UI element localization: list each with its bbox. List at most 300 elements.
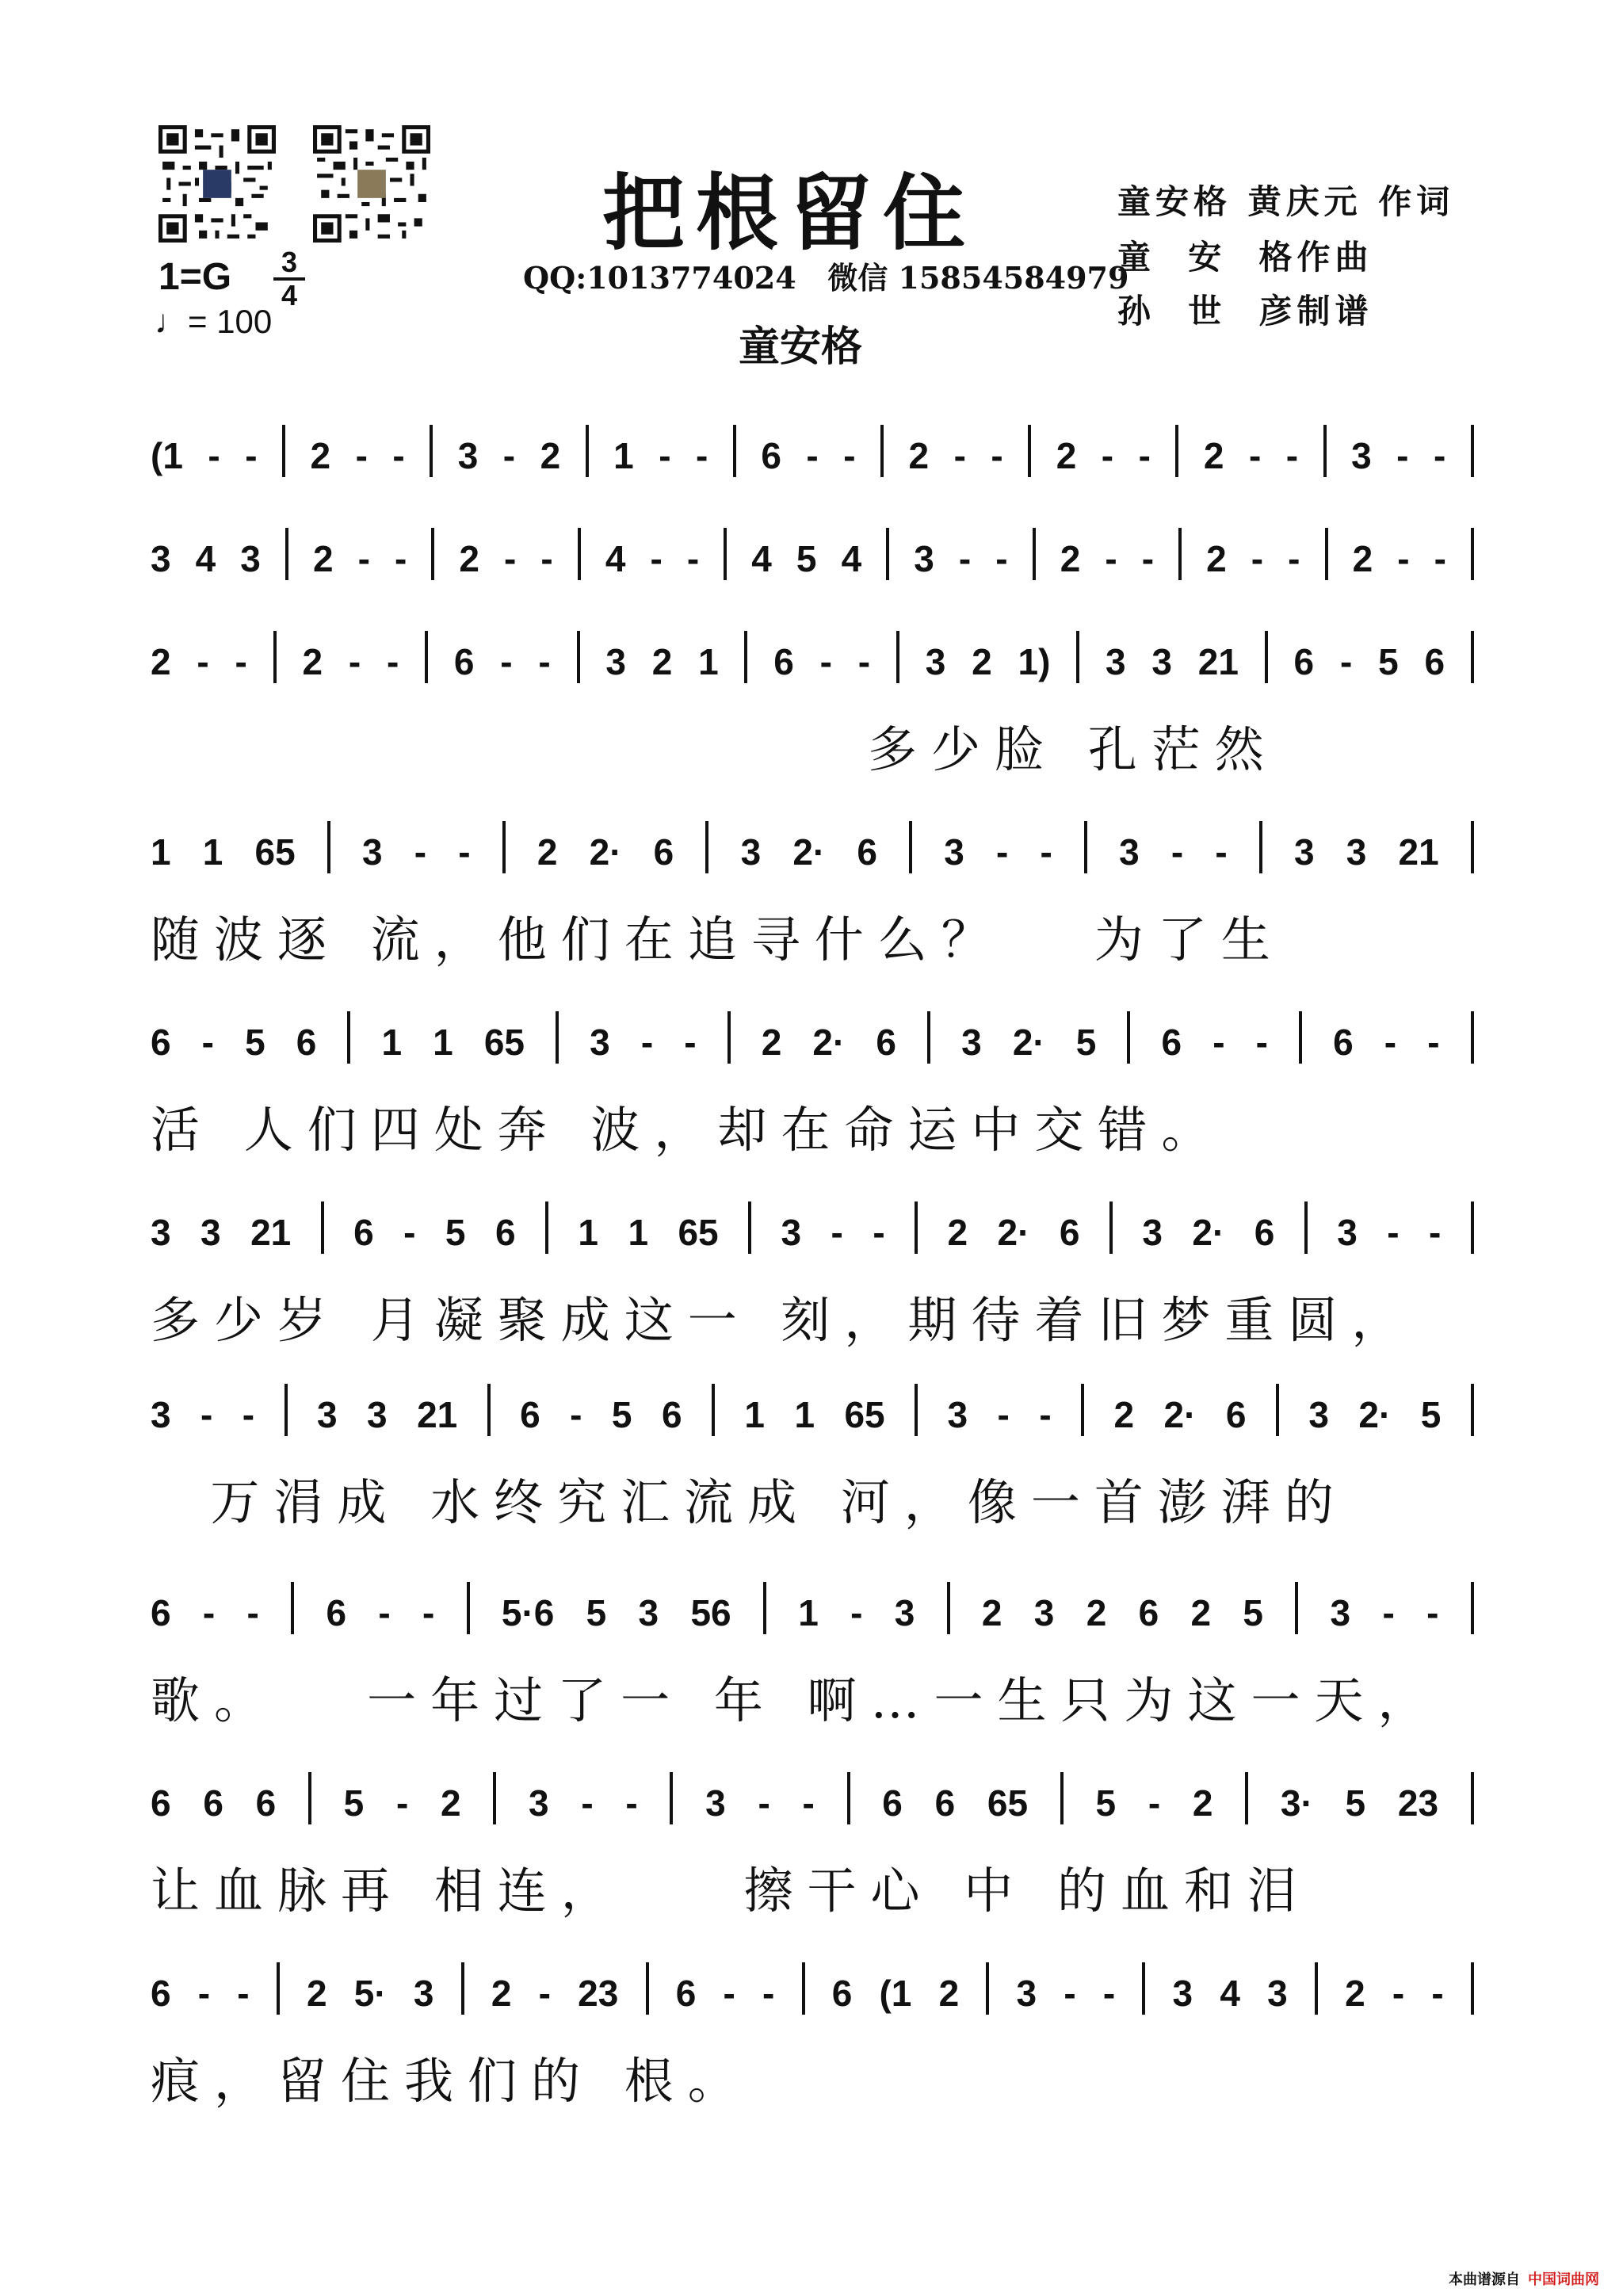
barline bbox=[430, 425, 433, 477]
notation-line bbox=[151, 816, 1474, 873]
barline bbox=[431, 528, 434, 580]
note: - bbox=[997, 1394, 1010, 1435]
barline bbox=[1127, 1011, 1130, 1064]
barline bbox=[1315, 1962, 1318, 2015]
note: 2 bbox=[441, 1782, 461, 1824]
note: 2 bbox=[459, 538, 479, 579]
note: 5· bbox=[353, 1973, 387, 2014]
note: - bbox=[758, 1782, 770, 1824]
lyric-line: 活 人们四处奔 波，却在命运中交错。 bbox=[151, 1101, 1225, 1159]
note: 1) bbox=[1018, 641, 1051, 682]
note: 2· bbox=[1358, 1394, 1392, 1435]
note: 2 bbox=[1206, 538, 1227, 579]
note: - bbox=[1285, 435, 1299, 476]
note: - bbox=[831, 1212, 843, 1253]
notation-line bbox=[151, 1007, 1474, 1064]
barline bbox=[1076, 631, 1079, 683]
note: - bbox=[723, 1973, 735, 2014]
note: - bbox=[201, 1022, 214, 1063]
note: 65 bbox=[483, 1022, 525, 1063]
note: 65 bbox=[844, 1394, 885, 1435]
barline bbox=[461, 1962, 464, 2015]
note: - bbox=[995, 538, 1008, 579]
note: 6 bbox=[773, 641, 794, 682]
note: 3 bbox=[947, 1394, 968, 1435]
note: 1 bbox=[613, 435, 634, 476]
note: - bbox=[843, 435, 856, 476]
note: 5 bbox=[245, 1022, 265, 1063]
barline bbox=[282, 425, 285, 477]
singer-name: 童安格 bbox=[739, 323, 863, 371]
note: 2 bbox=[307, 1973, 327, 2014]
note: 6 bbox=[675, 1973, 697, 2014]
footer-source-label: 本曲谱源自 bbox=[1449, 2271, 1520, 2288]
note: - bbox=[1040, 831, 1052, 873]
note: - bbox=[246, 1592, 259, 1633]
note: - bbox=[686, 538, 700, 579]
note: - bbox=[414, 831, 427, 873]
note: 1 bbox=[628, 1212, 649, 1253]
note: 2 bbox=[761, 1022, 782, 1063]
note: 2 bbox=[312, 538, 334, 579]
notation-line bbox=[151, 1767, 1474, 1824]
barline bbox=[1299, 1011, 1302, 1064]
barline bbox=[927, 1011, 930, 1064]
notation-line bbox=[151, 1577, 1474, 1634]
note: 3 bbox=[367, 1394, 388, 1435]
note: 2· bbox=[1163, 1394, 1197, 1435]
note: - bbox=[355, 435, 368, 476]
note: 3 bbox=[413, 1973, 434, 2014]
score-system bbox=[151, 1767, 1474, 1922]
note: - bbox=[1170, 831, 1184, 873]
note: - bbox=[850, 1592, 863, 1633]
note: 2 bbox=[938, 1973, 960, 2014]
barline bbox=[915, 1201, 918, 1254]
time-signature bbox=[273, 247, 305, 311]
note: 2· bbox=[792, 831, 826, 873]
note: - bbox=[235, 641, 247, 682]
note: 3 bbox=[781, 1212, 802, 1253]
note: 6 bbox=[1293, 641, 1315, 682]
note: 1 bbox=[794, 1394, 815, 1435]
note: 2· bbox=[589, 831, 622, 873]
barline bbox=[705, 821, 708, 873]
note: 6 bbox=[151, 1592, 171, 1633]
note: - bbox=[857, 641, 871, 682]
note: 5 bbox=[1075, 1022, 1097, 1063]
note: - bbox=[504, 538, 517, 579]
time-signature-top: 3 bbox=[281, 246, 298, 278]
note: 3 bbox=[1119, 831, 1140, 873]
note: - bbox=[958, 538, 972, 579]
barline bbox=[308, 1772, 311, 1824]
note: 2· bbox=[812, 1022, 846, 1063]
note: 6 bbox=[151, 1973, 171, 2014]
barline bbox=[1323, 425, 1327, 477]
note: 3 bbox=[1294, 831, 1315, 873]
note: - bbox=[540, 538, 553, 579]
note: 6 bbox=[353, 1212, 374, 1253]
note: (1 bbox=[879, 1973, 912, 2014]
note: 3 bbox=[1330, 1592, 1351, 1633]
note: - bbox=[1384, 1022, 1397, 1063]
note: 2 bbox=[651, 641, 673, 682]
note: 3 bbox=[914, 538, 934, 579]
note: 3 bbox=[1033, 1592, 1055, 1633]
note: 6 bbox=[1059, 1212, 1080, 1253]
note: - bbox=[650, 538, 663, 579]
barline bbox=[1033, 528, 1036, 580]
footer-site-link[interactable]: 中国词曲网 bbox=[1528, 2271, 1599, 2288]
note: - bbox=[640, 1022, 654, 1063]
barline bbox=[724, 528, 727, 580]
note: 2 bbox=[537, 831, 558, 873]
barline bbox=[1304, 1201, 1308, 1254]
barline bbox=[670, 1772, 673, 1824]
note: 2 bbox=[908, 435, 930, 476]
note: 5 bbox=[1345, 1782, 1366, 1824]
barline bbox=[847, 1772, 850, 1824]
note: 6 bbox=[326, 1592, 347, 1633]
note: - bbox=[458, 831, 471, 873]
note: 3 bbox=[151, 538, 171, 579]
note: - bbox=[1339, 641, 1353, 682]
barline bbox=[1471, 1384, 1474, 1436]
note: - bbox=[386, 641, 399, 682]
note: 6 bbox=[876, 1022, 896, 1063]
barline bbox=[327, 821, 330, 873]
barline bbox=[1245, 1772, 1248, 1824]
note: - bbox=[500, 641, 513, 682]
note: - bbox=[1387, 1212, 1400, 1253]
note: - bbox=[392, 435, 405, 476]
note: 2· bbox=[1012, 1022, 1045, 1063]
note: - bbox=[202, 1592, 216, 1633]
note: - bbox=[502, 435, 516, 476]
note: 3 bbox=[1337, 1212, 1358, 1253]
note: - bbox=[996, 831, 1009, 873]
barline bbox=[1265, 631, 1268, 683]
note: 6 bbox=[151, 1022, 171, 1063]
lyricist-credit: 童安格 黄庆元 作词 bbox=[1117, 182, 1455, 221]
note: 6 bbox=[520, 1394, 540, 1435]
note: - bbox=[953, 435, 966, 476]
barline bbox=[273, 631, 277, 683]
barline bbox=[425, 631, 428, 683]
barline bbox=[1259, 821, 1262, 873]
note: 3 bbox=[1151, 641, 1172, 682]
barline bbox=[748, 1201, 751, 1254]
qr-code-wechat bbox=[158, 125, 276, 243]
note: - bbox=[394, 538, 407, 579]
note: 5 bbox=[1378, 641, 1399, 682]
score-system bbox=[151, 1577, 1474, 1732]
lyric-line: 随波逐 流，他们在追寻什么？ 为了生 bbox=[151, 911, 1285, 968]
note: 6 bbox=[857, 831, 877, 873]
note: 5 bbox=[611, 1394, 632, 1435]
note: 6 bbox=[1161, 1022, 1182, 1063]
note: 6 bbox=[882, 1782, 903, 1824]
note: 3 bbox=[457, 435, 479, 476]
note: 6 bbox=[653, 831, 674, 873]
note: - bbox=[197, 1973, 211, 2014]
note: 3 bbox=[1267, 1973, 1288, 2014]
note: 23 bbox=[1397, 1782, 1439, 1824]
note: 2 bbox=[1192, 1782, 1213, 1824]
barline bbox=[1471, 1962, 1474, 2015]
barline bbox=[502, 821, 506, 873]
note: - bbox=[1102, 1973, 1116, 2014]
note: 5 bbox=[343, 1782, 365, 1824]
note: 1 bbox=[798, 1592, 819, 1633]
note: 2 bbox=[981, 1592, 1002, 1633]
note: 3 bbox=[1351, 435, 1372, 476]
note: 3 bbox=[590, 1022, 610, 1063]
note: - bbox=[1426, 1592, 1439, 1633]
note: 6 bbox=[661, 1394, 682, 1435]
note: 2 bbox=[151, 641, 171, 682]
note: - bbox=[245, 435, 258, 476]
note: - bbox=[1382, 1592, 1395, 1633]
note: - bbox=[1138, 435, 1151, 476]
barline bbox=[277, 1962, 280, 2015]
note: 6 bbox=[453, 641, 475, 682]
lyric-line: 万涓成 水终究汇流成 河，像一首澎湃的 bbox=[151, 1473, 1348, 1531]
note: - bbox=[696, 435, 708, 476]
note: - bbox=[348, 641, 361, 682]
note: 65 bbox=[987, 1782, 1029, 1824]
note: - bbox=[819, 641, 832, 682]
note: 5 bbox=[1420, 1394, 1442, 1435]
note: 1 bbox=[433, 1022, 453, 1063]
note: 21 bbox=[1197, 641, 1239, 682]
barline bbox=[1471, 1772, 1474, 1824]
barline bbox=[291, 1582, 294, 1634]
note: - bbox=[1255, 1022, 1268, 1063]
note: 3· bbox=[1280, 1782, 1313, 1824]
barline bbox=[1142, 1962, 1145, 2015]
arranger-credit: 孙 世 彦制谱 bbox=[1117, 292, 1373, 330]
barline bbox=[1028, 425, 1031, 477]
note: 3 bbox=[740, 831, 762, 873]
note: - bbox=[197, 641, 209, 682]
note: 1 bbox=[698, 641, 719, 682]
barline bbox=[646, 1962, 649, 2015]
barline bbox=[802, 1962, 805, 2015]
notation-line bbox=[151, 1197, 1474, 1254]
note: 3 bbox=[894, 1592, 915, 1633]
tempo-marking: ♩= 100 bbox=[155, 303, 273, 340]
barline bbox=[347, 1011, 350, 1064]
barline bbox=[321, 1201, 324, 1254]
notation-line bbox=[151, 420, 1474, 477]
notation-line bbox=[151, 523, 1474, 580]
barline bbox=[1060, 1772, 1064, 1824]
score-system bbox=[151, 420, 1474, 504]
footer-source bbox=[1449, 2268, 1599, 2289]
note: - bbox=[1039, 1394, 1052, 1435]
note: - bbox=[1429, 1212, 1442, 1253]
note: 3 bbox=[1106, 641, 1126, 682]
barline bbox=[712, 1384, 715, 1436]
lyric-line: 多少岁 月凝聚成这一 刻，期待着旧梦重圆， bbox=[151, 1291, 1415, 1349]
note: 21 bbox=[250, 1212, 292, 1253]
note: 65 bbox=[254, 831, 296, 873]
note: 6 bbox=[1424, 641, 1445, 682]
barline bbox=[896, 631, 899, 683]
note: 3 bbox=[925, 641, 946, 682]
note: 2· bbox=[1192, 1212, 1225, 1253]
barline bbox=[1471, 1201, 1474, 1254]
note: 5 bbox=[445, 1212, 466, 1253]
barline bbox=[1471, 1011, 1474, 1064]
note: 2 bbox=[1190, 1592, 1212, 1633]
barline bbox=[493, 1772, 496, 1824]
barline bbox=[1471, 528, 1474, 580]
note: 6 bbox=[934, 1782, 956, 1824]
note: - bbox=[422, 1592, 435, 1633]
note: - bbox=[581, 1782, 594, 1824]
song-title: 把根留住 bbox=[602, 164, 977, 262]
note: - bbox=[1392, 1973, 1405, 2014]
note: 3 bbox=[151, 1394, 171, 1435]
barline bbox=[1175, 425, 1178, 477]
note: 5·6 bbox=[501, 1592, 555, 1633]
note: 2 bbox=[1352, 538, 1373, 579]
barline bbox=[578, 528, 581, 580]
barline bbox=[285, 1384, 288, 1436]
note: - bbox=[873, 1212, 885, 1253]
note: - bbox=[806, 435, 819, 476]
note: - bbox=[684, 1022, 697, 1063]
barline bbox=[1109, 1201, 1113, 1254]
barline bbox=[915, 1384, 918, 1436]
note: - bbox=[200, 1394, 213, 1435]
note: (1 bbox=[151, 435, 183, 476]
note: 2· bbox=[997, 1212, 1030, 1253]
notation-line bbox=[151, 626, 1474, 683]
note: - bbox=[395, 1782, 409, 1824]
barline bbox=[487, 1384, 491, 1436]
note: - bbox=[242, 1394, 255, 1435]
note: - bbox=[1148, 1782, 1161, 1824]
barline bbox=[545, 1201, 548, 1254]
note: 65 bbox=[678, 1212, 719, 1253]
barline bbox=[1325, 528, 1328, 580]
barline bbox=[947, 1582, 950, 1634]
lyric-line: 多少脸 孔茫然 bbox=[151, 720, 1278, 778]
note: 6 bbox=[151, 1782, 171, 1824]
note: 2 bbox=[1345, 1973, 1365, 2014]
note: 3 bbox=[361, 831, 383, 873]
note: 3 bbox=[1172, 1973, 1193, 2014]
barline bbox=[733, 425, 736, 477]
note: 3 bbox=[151, 1212, 171, 1253]
note: 2 bbox=[302, 641, 323, 682]
note: 2 bbox=[972, 641, 992, 682]
note: - bbox=[1064, 1973, 1076, 2014]
note: 5 bbox=[1095, 1782, 1117, 1824]
note: - bbox=[1251, 538, 1264, 579]
note: 3 bbox=[240, 538, 261, 579]
note: - bbox=[538, 1973, 551, 2014]
note: 3 bbox=[605, 641, 626, 682]
note: 6 bbox=[1254, 1212, 1275, 1253]
note: 6 bbox=[203, 1782, 223, 1824]
barline bbox=[744, 631, 747, 683]
note: 6 bbox=[296, 1022, 317, 1063]
note: 2 bbox=[1056, 435, 1077, 476]
score-system bbox=[151, 1007, 1474, 1161]
note: 6 bbox=[761, 435, 781, 476]
barline bbox=[285, 528, 288, 580]
qr-code-qq bbox=[313, 125, 430, 243]
barline bbox=[909, 821, 912, 873]
note: - bbox=[1431, 1973, 1444, 2014]
composer-credit: 童 安 格作曲 bbox=[1117, 238, 1373, 277]
barline bbox=[727, 1011, 731, 1064]
score-system bbox=[151, 523, 1474, 607]
note: 6 bbox=[1138, 1592, 1159, 1633]
note: 1 bbox=[202, 831, 223, 873]
note: - bbox=[1105, 538, 1117, 579]
note: 1 bbox=[381, 1022, 403, 1063]
barline bbox=[1471, 631, 1474, 683]
barline bbox=[1471, 425, 1474, 477]
note: - bbox=[659, 435, 671, 476]
note: - bbox=[1212, 1022, 1225, 1063]
key-signature: 1=G bbox=[158, 256, 232, 298]
note: 5 bbox=[586, 1592, 607, 1633]
barline bbox=[1084, 821, 1087, 873]
note: - bbox=[570, 1394, 582, 1435]
time-signature-bottom: 4 bbox=[273, 277, 305, 311]
note: 5 bbox=[1243, 1592, 1263, 1633]
note: 3 bbox=[944, 831, 964, 873]
note: - bbox=[403, 1212, 416, 1253]
note: 6 bbox=[255, 1782, 277, 1824]
note: - bbox=[237, 1973, 250, 2014]
note: 5 bbox=[796, 538, 817, 579]
note: 21 bbox=[417, 1394, 458, 1435]
note: 3 bbox=[1308, 1394, 1329, 1435]
note: 2 bbox=[491, 1973, 512, 2014]
note: - bbox=[357, 538, 370, 579]
note: 1 bbox=[151, 831, 171, 873]
note: - bbox=[1427, 1022, 1440, 1063]
barline bbox=[467, 1582, 470, 1634]
note: 4 bbox=[605, 538, 626, 579]
note: - bbox=[762, 1973, 775, 2014]
lyric-line: 让血脉再 相连， 擦干心 中 的血和泪 bbox=[151, 1862, 1311, 1920]
note: - bbox=[991, 435, 1003, 476]
note: 23 bbox=[578, 1973, 619, 2014]
note: 56 bbox=[690, 1592, 731, 1633]
note: 3 bbox=[317, 1394, 338, 1435]
note: - bbox=[538, 641, 551, 682]
note: 4 bbox=[195, 538, 216, 579]
note: 3 bbox=[638, 1592, 659, 1633]
barline bbox=[1471, 821, 1474, 873]
score-system bbox=[151, 816, 1474, 971]
note: - bbox=[1397, 538, 1410, 579]
note: - bbox=[1215, 831, 1228, 873]
barline bbox=[986, 1962, 989, 2015]
note: - bbox=[1248, 435, 1262, 476]
note: - bbox=[1101, 435, 1114, 476]
notation-line bbox=[151, 1379, 1474, 1436]
